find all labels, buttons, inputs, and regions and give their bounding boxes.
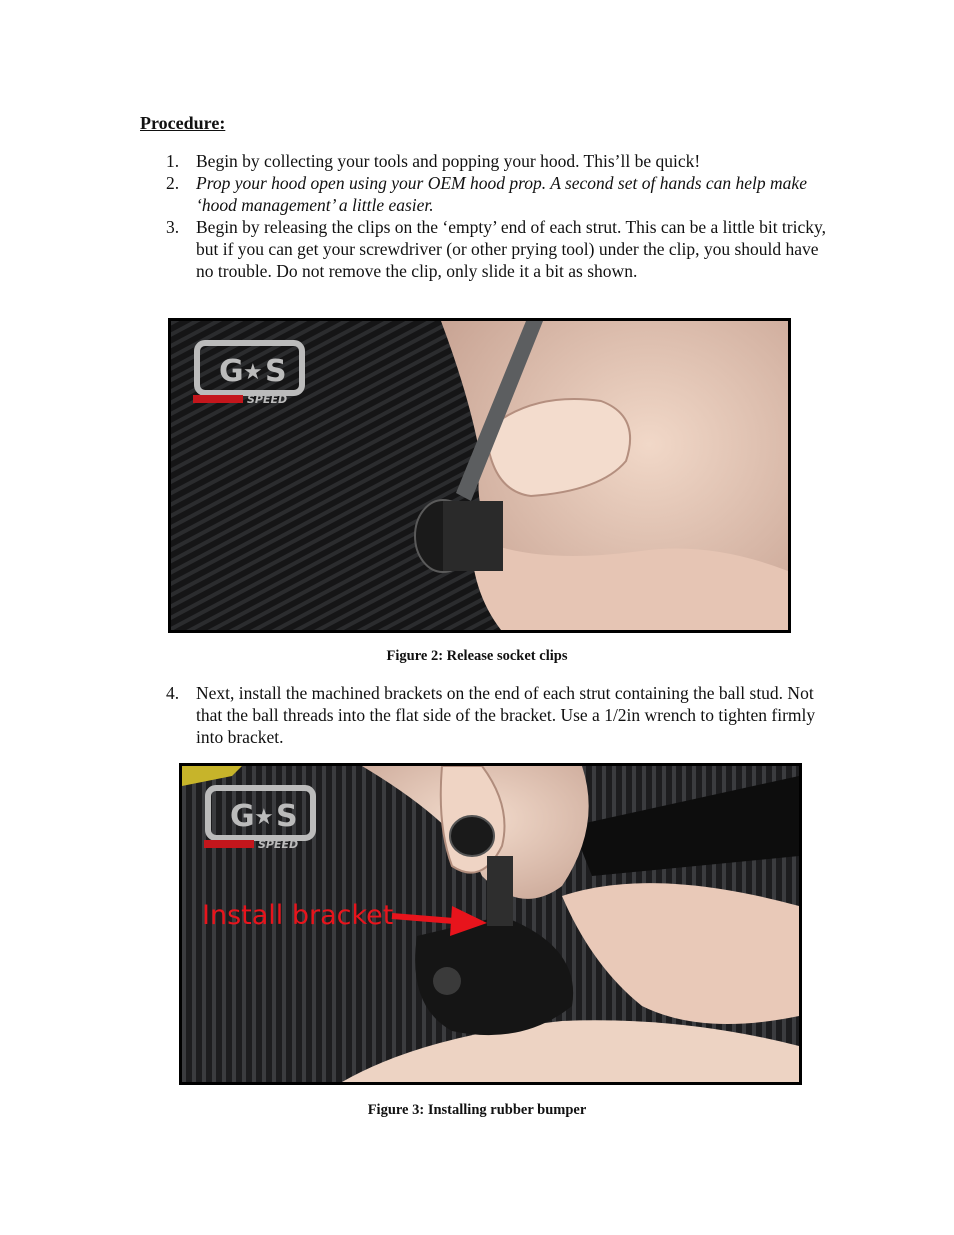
list-text: Begin by collecting your tools and popping your hood. This’ll be quick! <box>196 151 701 171</box>
figure-caption: Figure 2: Release socket clips <box>386 648 568 664</box>
list-number: 2. <box>166 173 180 193</box>
list-item <box>166 216 826 282</box>
figure-caption: Figure 3: Installing rubber bumper <box>367 1102 587 1118</box>
list-text: Begin by releasing the clips on the ‘empty’ end of each strut. This can be a little bit tricky, but if you can get your screwdriver (or other prying tool) under the clip, you should have no trouble. Do not remove the clip, only slide it a bit as shown. <box>196 217 826 281</box>
svg-text:SPEED: SPEED <box>247 393 288 406</box>
list-item <box>166 150 826 172</box>
svg-text:SPEED: SPEED <box>258 838 299 851</box>
list-item <box>166 172 826 216</box>
svg-text:G: G <box>219 354 244 389</box>
list-text: Prop your hood open using your OEM hood prop. A second set of hands can help make ‘hood management’ a little easier. <box>196 173 807 215</box>
list-item <box>166 682 826 748</box>
annotation-label: Install bracket <box>202 900 394 931</box>
figure-release-clips-photo <box>168 318 791 633</box>
list-number: 1. <box>166 151 180 171</box>
figure-install-bracket-photo <box>179 763 802 1085</box>
list-number: 3. <box>166 217 180 237</box>
svg-text:S: S <box>265 354 287 389</box>
svg-text:★: ★ <box>243 360 263 385</box>
section-heading: Procedure: <box>140 113 226 133</box>
list-text: Next, install the machined brackets on the end of each strut containing the ball stud. Not that the ball threads into the flat side of the bracket. Use a 1/2in wrench to tighten firmly into bracket. <box>196 683 816 747</box>
list-number: 4. <box>166 683 180 703</box>
svg-text:★: ★ <box>254 805 274 830</box>
svg-text:S: S <box>276 799 298 834</box>
svg-text:G: G <box>230 799 255 834</box>
